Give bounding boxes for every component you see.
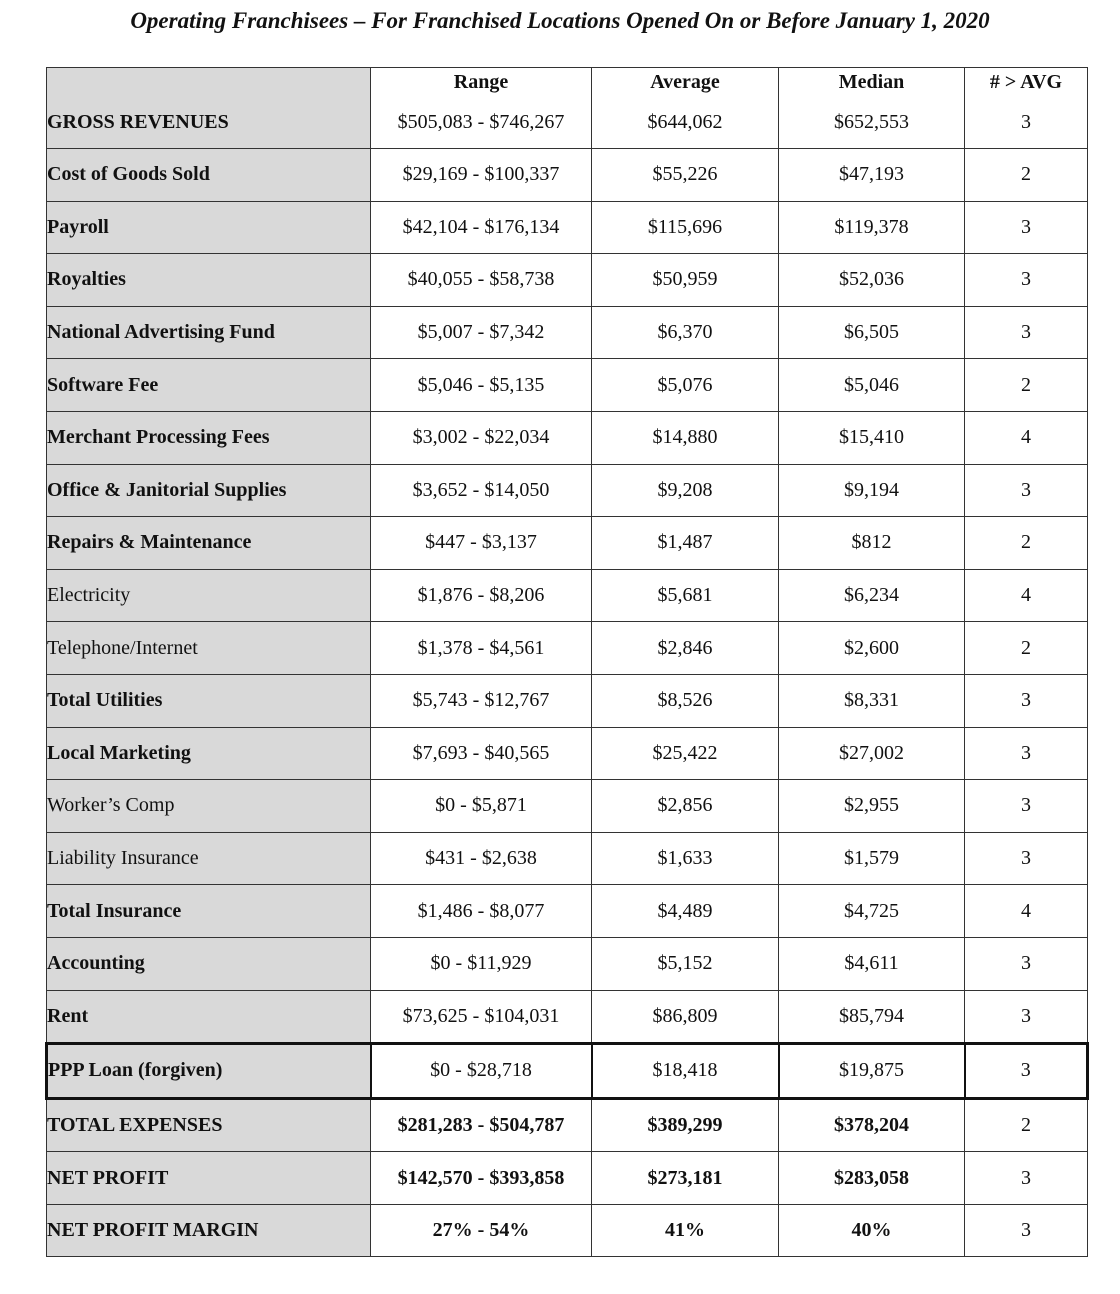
range-cell: $5,046 - $5,135 — [371, 359, 592, 412]
count-above-avg-cell: 2 — [965, 149, 1088, 202]
count-above-avg-cell: 4 — [965, 569, 1088, 622]
range-cell: $42,104 - $176,134 — [371, 201, 592, 254]
count-above-avg-cell: 3 — [965, 1152, 1088, 1205]
table-row — [47, 1152, 1088, 1205]
table-row — [47, 937, 1088, 990]
range-cell: $142,570 - $393,858 — [371, 1152, 592, 1205]
range-cell: $0 - $5,871 — [371, 780, 592, 833]
table-row — [47, 569, 1088, 622]
average-cell: $6,370 — [592, 306, 779, 359]
median-cell: $9,194 — [779, 464, 965, 517]
row-label: Repairs & Maintenance — [47, 517, 371, 570]
table-row — [47, 254, 1088, 307]
median-cell: $2,955 — [779, 780, 965, 833]
count-above-avg-cell: 3 — [965, 254, 1088, 307]
row-label: TOTAL EXPENSES — [47, 1098, 371, 1152]
average-cell: $1,633 — [592, 832, 779, 885]
row-label: GROSS REVENUES — [47, 96, 371, 149]
average-cell: $2,856 — [592, 780, 779, 833]
table-row — [47, 832, 1088, 885]
financial-table — [45, 67, 1089, 1257]
table-row — [47, 780, 1088, 833]
range-cell: $3,652 - $14,050 — [371, 464, 592, 517]
row-label: Worker’s Comp — [47, 780, 371, 833]
table-row — [47, 306, 1088, 359]
median-cell: $283,058 — [779, 1152, 965, 1205]
range-cell: $1,876 - $8,206 — [371, 569, 592, 622]
row-label: Electricity — [47, 569, 371, 622]
table-row — [47, 674, 1088, 727]
count-above-avg-cell: 3 — [965, 990, 1088, 1044]
average-cell: $5,076 — [592, 359, 779, 412]
range-cell: $73,625 - $104,031 — [371, 990, 592, 1044]
table-row — [47, 1204, 1088, 1257]
average-cell: $25,422 — [592, 727, 779, 780]
median-cell: $52,036 — [779, 254, 965, 307]
median-cell: $5,046 — [779, 359, 965, 412]
average-cell: $50,959 — [592, 254, 779, 307]
average-cell: $14,880 — [592, 411, 779, 464]
row-label: PPP Loan (forgiven) — [47, 1044, 371, 1099]
table-row — [47, 727, 1088, 780]
median-cell: 40% — [779, 1204, 965, 1257]
range-cell: $7,693 - $40,565 — [371, 727, 592, 780]
count-above-avg-cell: 3 — [965, 727, 1088, 780]
table-row — [47, 517, 1088, 570]
average-cell: 41% — [592, 1204, 779, 1257]
count-above-avg-cell: 3 — [965, 1204, 1088, 1257]
header-average: Average — [592, 68, 779, 97]
row-label: Software Fee — [47, 359, 371, 412]
median-cell: $6,234 — [779, 569, 965, 622]
row-label: Rent — [47, 990, 371, 1044]
count-above-avg-cell: 3 — [965, 780, 1088, 833]
page-title: Operating Franchisees – For Franchised Locations Opened On or Before January 1, 2020 — [130, 8, 990, 33]
count-above-avg-cell: 4 — [965, 885, 1088, 938]
table-row — [47, 464, 1088, 517]
header-median: Median — [779, 68, 965, 97]
range-cell: $431 - $2,638 — [371, 832, 592, 885]
count-above-avg-cell: 3 — [965, 1044, 1088, 1099]
median-cell: $119,378 — [779, 201, 965, 254]
average-cell: $5,152 — [592, 937, 779, 990]
table-row — [47, 359, 1088, 412]
header-range: Range — [371, 68, 592, 97]
average-cell: $115,696 — [592, 201, 779, 254]
count-above-avg-cell: 2 — [965, 359, 1088, 412]
range-cell: $1,378 - $4,561 — [371, 622, 592, 675]
table-row — [47, 149, 1088, 202]
average-cell: $18,418 — [592, 1044, 779, 1099]
average-cell: $2,846 — [592, 622, 779, 675]
table-row — [47, 96, 1088, 149]
row-label: Payroll — [47, 201, 371, 254]
median-cell: $6,505 — [779, 306, 965, 359]
range-cell: $281,283 - $504,787 — [371, 1098, 592, 1152]
table-row — [47, 1098, 1088, 1152]
table-row — [47, 622, 1088, 675]
count-above-avg-cell: 3 — [965, 937, 1088, 990]
header-count-above-avg: # > AVG — [965, 68, 1088, 97]
average-cell: $55,226 — [592, 149, 779, 202]
average-cell: $273,181 — [592, 1152, 779, 1205]
range-cell: $447 - $3,137 — [371, 517, 592, 570]
row-label: Cost of Goods Sold — [47, 149, 371, 202]
table-row — [47, 885, 1088, 938]
average-cell: $86,809 — [592, 990, 779, 1044]
range-cell: $5,007 - $7,342 — [371, 306, 592, 359]
median-cell: $8,331 — [779, 674, 965, 727]
median-cell: $47,193 — [779, 149, 965, 202]
average-cell: $8,526 — [592, 674, 779, 727]
row-label: Telephone/Internet — [47, 622, 371, 675]
row-label: Royalties — [47, 254, 371, 307]
count-above-avg-cell: 2 — [965, 1098, 1088, 1152]
median-cell: $19,875 — [779, 1044, 965, 1099]
count-above-avg-cell: 2 — [965, 622, 1088, 675]
average-cell: $1,487 — [592, 517, 779, 570]
median-cell: $85,794 — [779, 990, 965, 1044]
average-cell: $389,299 — [592, 1098, 779, 1152]
range-cell: $0 - $28,718 — [371, 1044, 592, 1099]
range-cell: $3,002 - $22,034 — [371, 411, 592, 464]
count-above-avg-cell: 3 — [965, 832, 1088, 885]
table-row — [47, 201, 1088, 254]
median-cell: $1,579 — [779, 832, 965, 885]
range-cell: $505,083 - $746,267 — [371, 96, 592, 149]
count-above-avg-cell: 3 — [965, 96, 1088, 149]
row-label: Total Insurance — [47, 885, 371, 938]
count-above-avg-cell: 3 — [965, 464, 1088, 517]
row-label: NET PROFIT — [47, 1152, 371, 1205]
count-above-avg-cell: 3 — [965, 306, 1088, 359]
range-cell: $0 - $11,929 — [371, 937, 592, 990]
count-above-avg-cell: 3 — [965, 201, 1088, 254]
median-cell: $27,002 — [779, 727, 965, 780]
median-cell: $2,600 — [779, 622, 965, 675]
row-label: Total Utilities — [47, 674, 371, 727]
row-label: NET PROFIT MARGIN — [47, 1204, 371, 1257]
median-cell: $4,611 — [779, 937, 965, 990]
count-above-avg-cell: 2 — [965, 517, 1088, 570]
median-cell: $812 — [779, 517, 965, 570]
row-label: Merchant Processing Fees — [47, 411, 371, 464]
row-label: National Advertising Fund — [47, 306, 371, 359]
range-cell: $5,743 - $12,767 — [371, 674, 592, 727]
row-label: Liability Insurance — [47, 832, 371, 885]
range-cell: $40,055 - $58,738 — [371, 254, 592, 307]
range-cell: 27% - 54% — [371, 1204, 592, 1257]
row-label: Accounting — [47, 937, 371, 990]
header-row — [47, 68, 1088, 97]
row-label: Local Marketing — [47, 727, 371, 780]
median-cell: $15,410 — [779, 411, 965, 464]
range-cell: $29,169 - $100,337 — [371, 149, 592, 202]
median-cell: $4,725 — [779, 885, 965, 938]
average-cell: $9,208 — [592, 464, 779, 517]
average-cell: $4,489 — [592, 885, 779, 938]
header-corner-cell — [47, 68, 371, 97]
count-above-avg-cell: 3 — [965, 674, 1088, 727]
row-label: Office & Janitorial Supplies — [47, 464, 371, 517]
average-cell: $5,681 — [592, 569, 779, 622]
table-row — [47, 990, 1088, 1044]
table-row — [47, 411, 1088, 464]
range-cell: $1,486 - $8,077 — [371, 885, 592, 938]
average-cell: $644,062 — [592, 96, 779, 149]
table-row — [47, 1044, 1088, 1099]
median-cell: $378,204 — [779, 1098, 965, 1152]
median-cell: $652,553 — [779, 96, 965, 149]
count-above-avg-cell: 4 — [965, 411, 1088, 464]
